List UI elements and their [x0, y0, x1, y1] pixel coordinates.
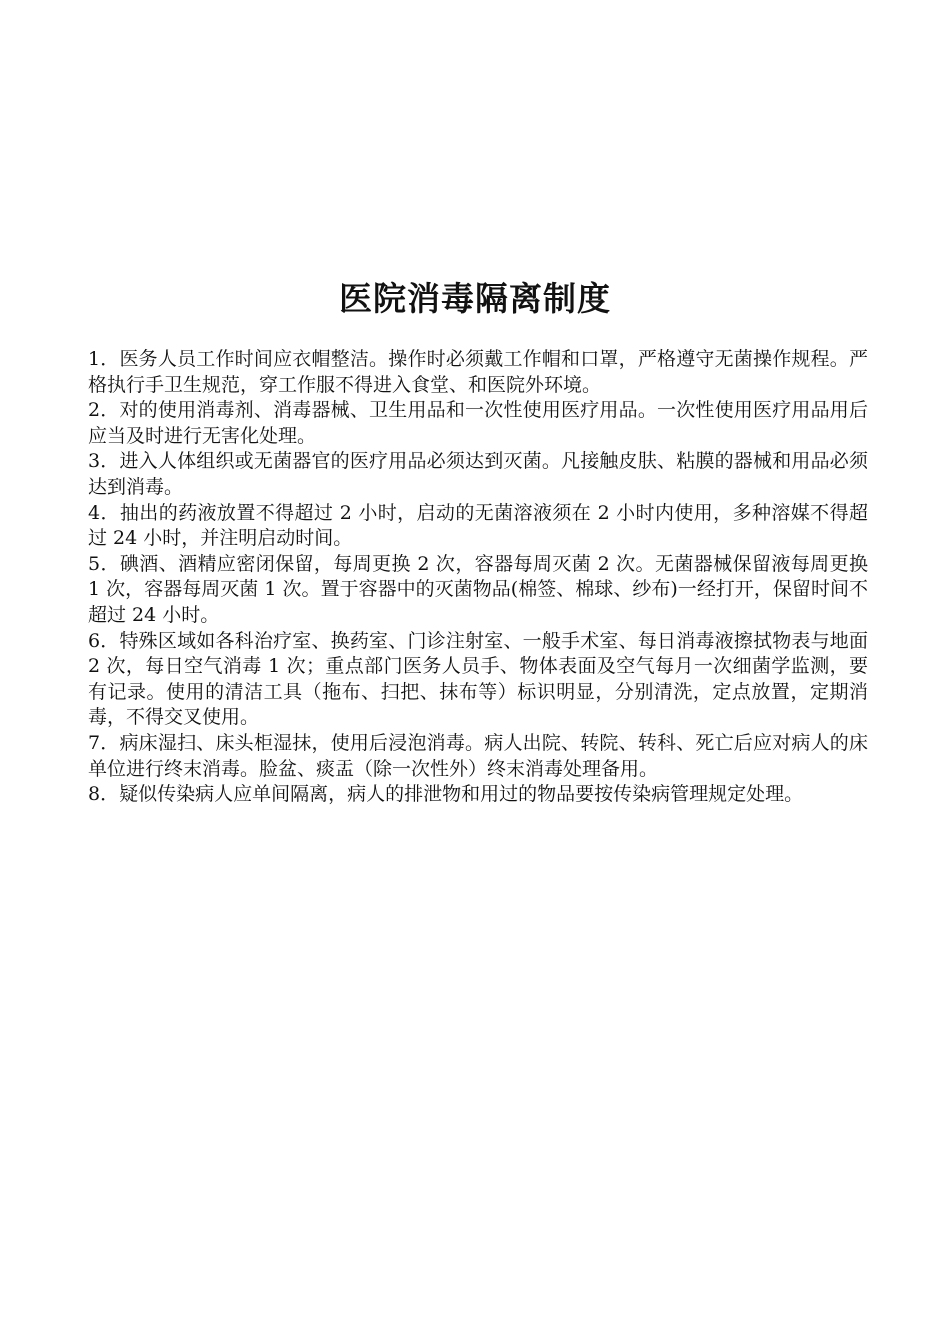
rule-item-7: 7．病床湿扫、床头柜湿抹，使用后浸泡消毒。病人出院、转院、转科、死亡后应对病人的床单位进行终末消毒。脸盆、痰盂（除一次性外）终末消毒处理备用。: [88, 731, 868, 780]
rule-item-8: 8．疑似传染病人应单间隔离，病人的排泄物和用过的物品要按传染病管理规定处理。: [88, 783, 804, 806]
rule-item-1: 1．医务人员工作时间应衣帽整洁。操作时必须戴工作帽和口罩，严格遵守无菌操作规程。严格执行手卫生规范，穿工作服不得进入食堂、和医院外环境。: [88, 348, 868, 396]
rule-item-2: 2．对的使用消毒剂、消毒器械、卫生用品和一次性使用医疗用品。一次性使用医疗用品用后应当及时进行无害化处理。: [88, 399, 868, 447]
document-title: 医院消毒隔离制度: [339, 279, 611, 318]
rule-item-6: 6．特殊区域如各科治疗室、换药室、门诊注射室、一般手术室、每日消毒液擦拭物表与地面 2 次，每日空气消毒 1 次；重点部门医务人员手、物体表面及空气每月一次细菌学监测，要有记录。使用的清洁工具（拖布、扫把、抹布等）标识明显，分别清洗，定点放置，定期消毒，不得交叉使用。: [88, 629, 868, 729]
rule-item-4: 4．抽出的药液放置不得超过 2 小时，启动的无菌溶液须在 2 小时内使用，多种溶媒不得超过 24 小时，并注明启动时间。: [88, 501, 868, 550]
document-body: [88, 347, 868, 808]
rule-item-5: 5．碘酒、酒精应密闭保留，每周更换 2 次，容器每周灭菌 2 次。无菌器械保留液每周更换 1 次，容器每周灭菌 1 次。置于容器中的灭菌物品(棉签、棉球、纱布)一经打开，保留时间不超过 24 小时。: [88, 552, 868, 626]
rule-item-3: 3．进入人体组织或无菌器官的医疗用品必须达到灭菌。凡接触皮肤、粘膜的器械和用品必须达到消毒。: [88, 450, 868, 498]
